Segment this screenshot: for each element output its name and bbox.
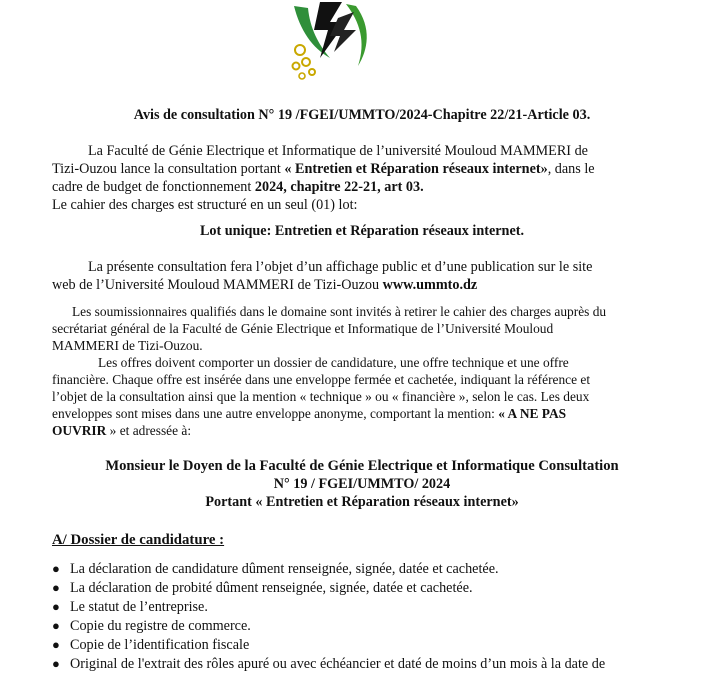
intro-line-3: cadre de budget de fonctionnement 2024, chapitre 22-21, art 03. [52, 179, 424, 195]
offers-line-5: OUVRIR » et adressée à: [52, 423, 192, 438]
list-item: La déclaration de candidature dûment renseignée, signée, datée et cachetée. [70, 561, 499, 577]
offers-line-3: l’objet de la consultation ainsi que la mention « technique » ou « financière », selon le cas. Les deux [52, 389, 590, 404]
ummto-logo-icon [286, 0, 378, 82]
list-item: Le statut de l’entreprise. [70, 599, 208, 615]
bullet-icon: ● [52, 580, 60, 595]
lot-label: Lot unique: Entretien et Réparation réseaux internet. [199, 223, 525, 239]
bidders-line-1: Les soumissionnaires qualifiés dans le domaine sont invités à retirer le cahier des charges auprès du [72, 304, 607, 319]
offers-line-1: Les offres doivent comporter un dossier de candidature, une offre technique et une offre [98, 355, 569, 370]
address-line-1: Monsieur le Doyen de la Faculté de Génie Electrique et Informatique Consultation [105, 458, 619, 474]
offers-line-4: enveloppes sont mises dans une autre enveloppe anonyme, comportant la mention: « A NE PAS [52, 406, 567, 421]
intro-line-4: Le cahier des charges est structuré en un seul (01) lot: [52, 197, 358, 213]
offers-line-2: financière. Chaque offre est insérée dans une enveloppe fermée et cachetée, indiquant la référence et [52, 372, 591, 387]
list-item: Copie du registre de commerce. [70, 618, 251, 634]
bullet-icon: ● [52, 561, 60, 576]
intro-line-2: Tizi-Ouzou lance la consultation portant « Entretien et Réparation réseaux internet», dans le [52, 161, 595, 177]
intro-line-1: La Faculté de Génie Electrique et Informatique de l’université Mouloud MAMMERI de [88, 143, 588, 159]
bidders-line-3: MAMMERI de Tizi-Ouzou. [52, 338, 203, 353]
publication-line-1: La présente consultation fera l’objet d’un affichage public et d’une publication sur le site [88, 259, 593, 275]
bidders-line-2: secrétariat général de la Faculté de Génie Electrique et Informatique de l’Université Mouloud [52, 321, 554, 336]
address-line-2: N° 19 / FGEI/UMMTO/ 2024 [273, 476, 451, 492]
website-link[interactable]: www.ummto.dz [382, 277, 478, 293]
publication-line-2: web de l’Université Mouloud MAMMERI de Tizi-Ouzou www.ummto.dz [52, 277, 478, 293]
address-line-3: Portant « Entretien et Réparation réseaux internet» [205, 494, 519, 510]
list-item: Copie de l’identification fiscale [70, 637, 250, 653]
list-item: Original de l'extrait des rôles apuré ou avec échéancier et daté de moins d’un mois à la date de [70, 656, 606, 672]
bullet-icon: ● [52, 656, 60, 671]
bullet-icon: ● [52, 637, 60, 652]
dossier-heading: A/ Dossier de candidature : [52, 532, 225, 548]
page-title: Avis de consultation N° 19 /FGEI/UMMTO/2024-Chapitre 22/21-Article 03. [133, 107, 591, 123]
list-item: La déclaration de probité dûment renseignée, signée, datée et cachetée. [70, 580, 473, 596]
bullet-icon: ● [52, 599, 60, 614]
bullet-icon: ● [52, 618, 60, 633]
